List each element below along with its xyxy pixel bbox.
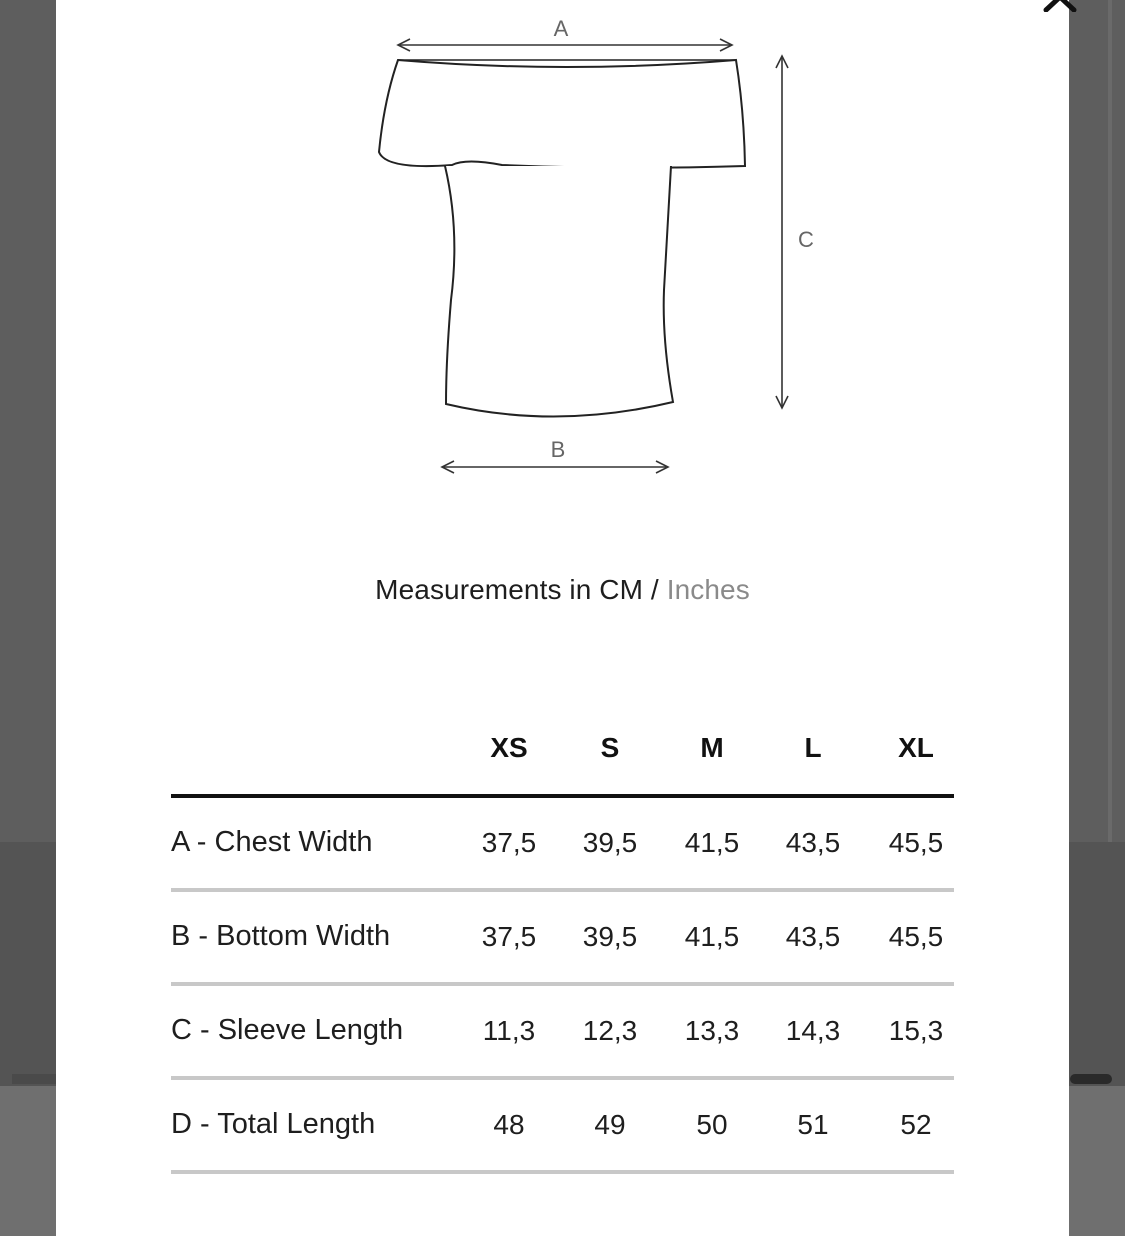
- table-cell: 39,5: [582, 921, 638, 952]
- garment-band: [379, 60, 745, 168]
- backdrop-bottom: [1069, 1086, 1125, 1236]
- table-cell: 12,3: [582, 1015, 638, 1046]
- table-cell: 41,5: [684, 921, 740, 952]
- row-label: B - Bottom Width: [171, 920, 391, 952]
- size-header: L: [804, 732, 822, 763]
- size-header: XS: [490, 732, 528, 763]
- table-cell: 11,3: [482, 1015, 536, 1046]
- table-cell: 52: [900, 1109, 932, 1140]
- background-scroll-indicator: [12, 1074, 56, 1084]
- garment-diagram: [56, 0, 1069, 520]
- size-header: S: [600, 732, 620, 763]
- table-row: [171, 892, 954, 986]
- table-cell: 13,3: [684, 1015, 740, 1046]
- table-cell: 49: [594, 1109, 626, 1140]
- background-scroll-indicator: [1070, 1074, 1112, 1084]
- garment-body: [445, 166, 673, 417]
- size-header-row: [171, 720, 954, 798]
- unit-inches-toggle[interactable]: Inches: [666, 574, 750, 605]
- arrow-b: [442, 461, 668, 473]
- size-guide-modal: [56, 0, 1069, 1236]
- backdrop-strip: [0, 842, 56, 1086]
- table-cell: 37,5: [481, 827, 537, 858]
- table-row: [171, 798, 954, 892]
- row-label: D - Total Length: [171, 1108, 376, 1140]
- size-header: M: [700, 732, 724, 763]
- table-cell: 43,5: [785, 827, 841, 858]
- table-cell: 41,5: [684, 827, 740, 858]
- row-label: A - Chest Width: [171, 826, 373, 858]
- arrow-c: [776, 56, 788, 408]
- table-cell: 43,5: [785, 921, 841, 952]
- label-b: B: [550, 437, 566, 462]
- table-cell: 50: [696, 1109, 728, 1140]
- table-cell: 48: [493, 1109, 525, 1140]
- table-row: [171, 1080, 954, 1174]
- table-cell: 37,5: [481, 921, 537, 952]
- backdrop-strip: [1069, 842, 1125, 1086]
- unit-cm-label: Measurements in CM /: [375, 574, 667, 605]
- size-header: XL: [898, 732, 934, 763]
- row-label: C - Sleeve Length: [171, 1014, 404, 1046]
- table-cell: 39,5: [582, 827, 638, 858]
- backdrop-bottom: [0, 1086, 56, 1236]
- table-row: [171, 986, 954, 1080]
- table-cell: 15,3: [888, 1015, 944, 1046]
- size-table: [171, 720, 954, 1174]
- label-a: A: [553, 16, 569, 41]
- table-cell: 51: [797, 1109, 829, 1140]
- measurements-heading: [56, 574, 1069, 606]
- background-edge: [1108, 0, 1112, 842]
- label-c: C: [798, 227, 814, 252]
- table-cell: 14,3: [785, 1015, 841, 1046]
- table-cell: 45,5: [888, 827, 944, 858]
- table-cell: 45,5: [888, 921, 944, 952]
